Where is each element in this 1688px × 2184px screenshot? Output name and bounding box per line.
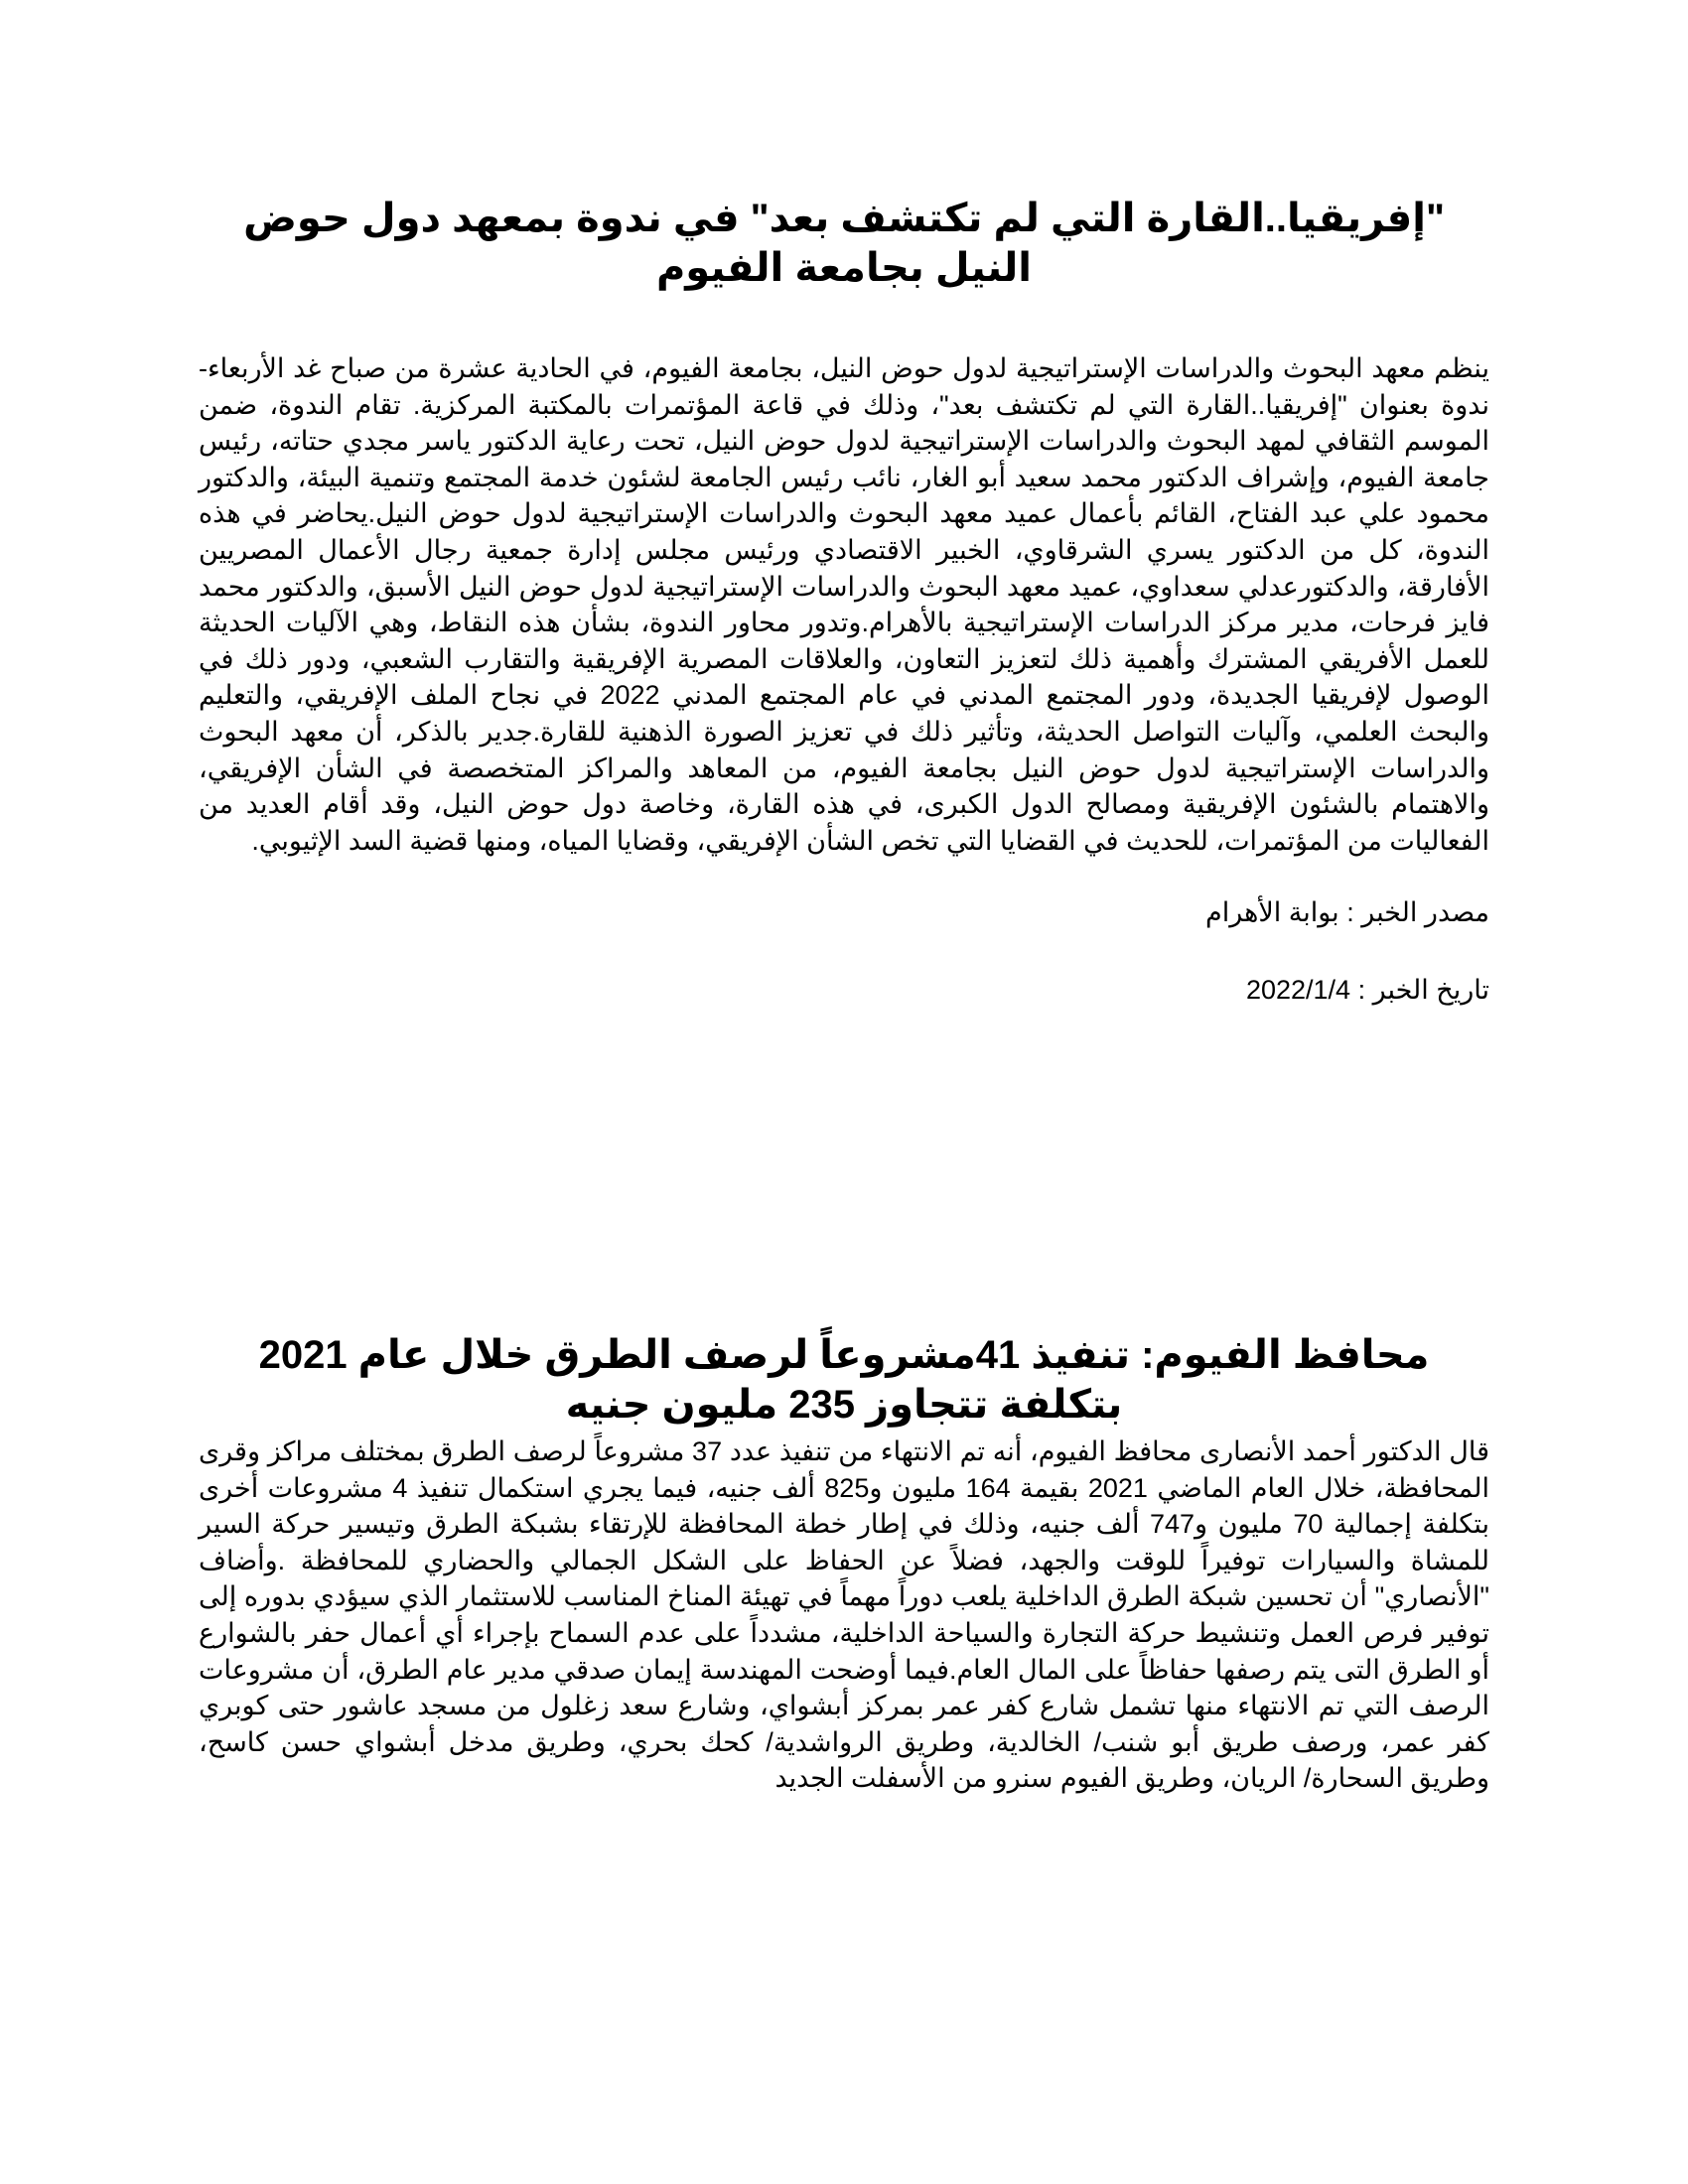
article-title: محافظ الفيوم: تنفيذ 41مشروعاً لرصف الطرق خلال عام 2021 بتكلفة تتجاوز 235 مليون جنيه bbox=[258, 1333, 1430, 1427]
news-date: تاريخ الخبر : 2022/1/4 bbox=[1245, 975, 1489, 1006]
article-title: "إفريقيا..القارة التي لم تكتشف بعد" في ندوة بمعهد دول حوض النيل بجامعة الفيوم bbox=[243, 197, 1445, 290]
article-seminar bbox=[199, 194, 1489, 1008]
news-source: مصدر الخبر : بوابة الأهرام bbox=[1204, 897, 1489, 928]
article-body: ينظم معهد البحوث والدراسات الإستراتيجية لدول حوض النيل، بجامعة الفيوم، في الحادية عشرة من صباح غد الأربعاء- ندوة بعنوان "إفريقيا..القارة التي لم تكتشف بعد"، وذلك في قاعة المؤتمرات بالمكتبة المركزية. تقام الندوة، ضمن الموسم الثقافي لمهد البحوث والدراسات الإستراتيجية لدول حوض النيل، تحت رعاية الدكتور ياسر مجدي حتاته، رئيس جامعة الفيوم، وإشراف الدكتور محمد سعيد أبو الغار، نائب رئيس الجامعة لشئون خدمة المجتمع وتنمية البيئة، والدكتور محمود علي عبد الفتاح، القائم بأعمال عميد معهد البحوث والدراسات الإستراتيجية لدول حوض النيل.يحاضر في هذه الندوة، كل من الدكتور يسري الشرقاوي، الخبير الاقتصادي ورئيس مجلس إدارة جمعية رجال الأعمال المصريين الأفارقة، والدكتورعدلي سعداوي، عميد معهد البحوث والدراسات الإستراتيجية لدول حوض النيل الأسبق، والدكتور محمد فايز فرحات، مدير مركز الدراسات الإستراتيجية بالأهرام.وتدور محاور الندوة، بشأن هذه النقاط، وهي الآليات الحديثة للعمل الأفريقي المشترك وأهمية ذلك لتعزيز التعاون، والعلاقات المصرية الإفريقية والتقارب الشعبي، ودور ذلك في الوصول لإفريقيا الجديدة، ودور المجتمع المدني في عام المجتمع المدني 2022 في نجاح الملف الإفريقي، والتعليم والبحث العلمي، وآليات التواصل الحديثة، وتأثير ذلك في تعزيز الصورة الذهنية للقارة.جدير بالذكر، أن معهد البحوث والدراسات الإستراتيجية لدول حوض النيل بجامعة الفيوم، من المعاهد والمراكز المتخصصة في الشأن الإفريقي، والاهتمام بالشئون الإفريقية ومصالح الدول الكبرى، في هذه القارة، وخاصة دول حوض النيل، وقد أقام العديد من الفعاليات من المؤتمرات، للحديث في القضايا التي تخص الشأن الإفريقي، وقضايا المياه، ومنها قضية السد الإثيوبي. bbox=[199, 353, 1489, 856]
article-roads bbox=[199, 1330, 1489, 1797]
article-body: قال الدكتور أحمد الأنصارى محافظ الفيوم، أنه تم الانتهاء من تنفيذ عدد 37 مشروعاً لرصف الطرق بمختلف مراكز وقرى المحافظة، خلال العام الماضي 2021 بقيمة 164 مليون و825 ألف جنيه، فيما يجري استكمال تنفيذ 4 مشروعات أخرى بتكلفة إجمالية 70 مليون و747 ألف جنيه، وذلك في إطار خطة المحافظة للإرتقاء بشبكة الطرق وتيسير حركة السير للمشاة والسيارات توفيراً للوقت والجهد، فضلاً عن الحفاظ على الشكل الجمالي والحضاري للمحافظة .وأضاف "الأنصاري" أن تحسين شبكة الطرق الداخلية يلعب دوراً مهماً في تهيئة المناخ المناسب للاستثمار الذي سيؤدي بدوره إلى توفير فرص العمل وتنشيط حركة التجارة والسياحة الداخلية، مشدداً على عدم السماح بإجراء أي أعمال حفر بالشوارع أو الطرق التى يتم رصفها حفاظاً على المال العام.فيما أوضحت المهندسة إيمان صدقي مدير عام الطرق، أن مشروعات الرصف التي تم الانتهاء منها تشمل شارع كفر عمر بمركز أبشواي، وشارع سعد زغلول من مسجد عاشور حتى كوبري كفر عمر، ورصف طريق أبو شنب/ الخالدية، وطريق الرواشدية/ كحك بحري، وطريق مدخل أبشواي حسن كاسح، وطريق السحارة/ الريان، وطريق الفيوم سنرو من الأسفلت الجديد bbox=[199, 1436, 1489, 1794]
